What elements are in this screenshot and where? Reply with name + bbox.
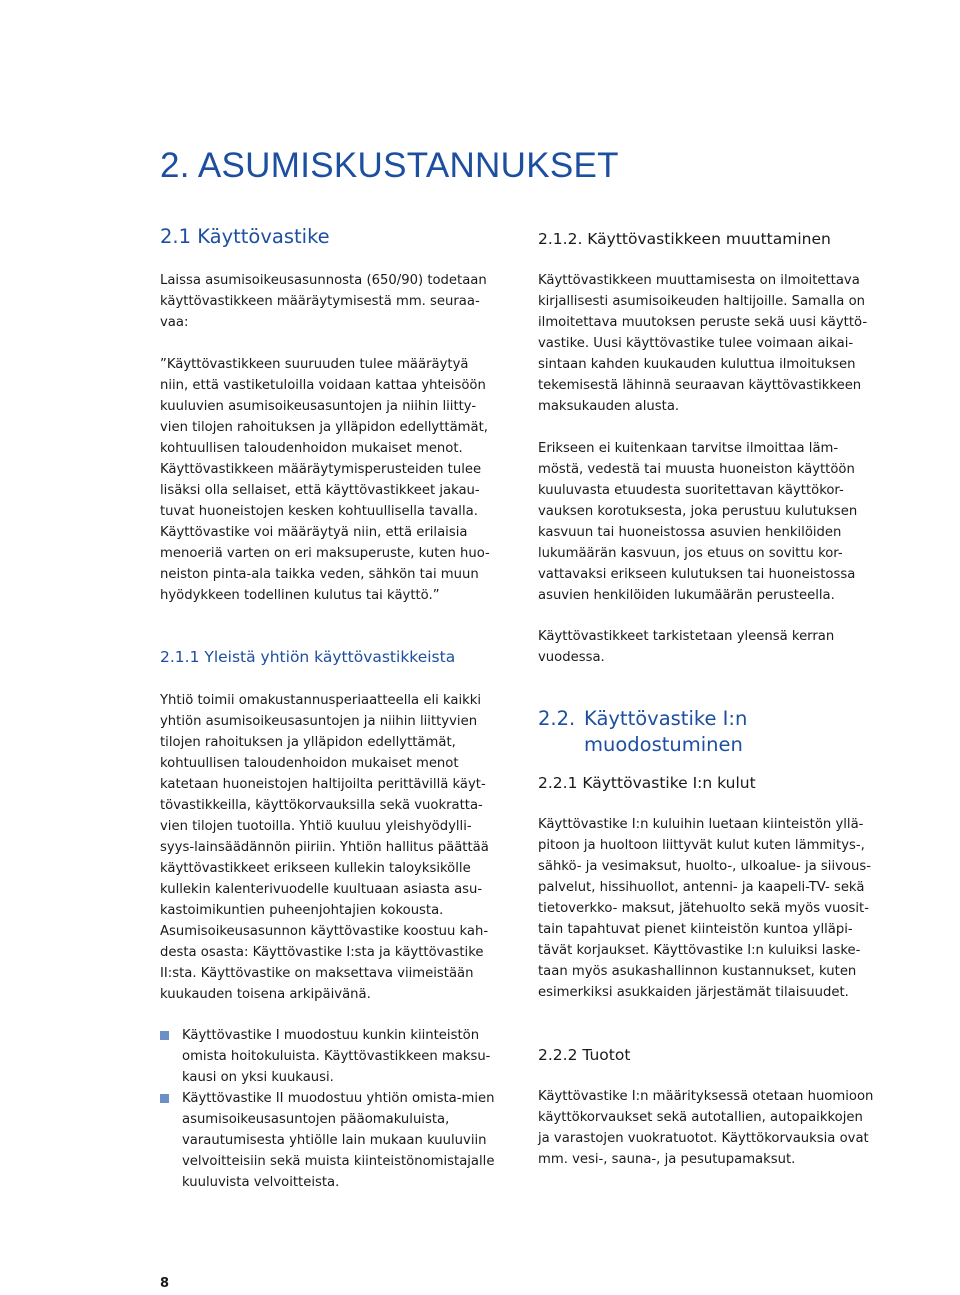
section-2-1-2-p3: Käyttövastikkeet tarkistetaan yleensä kerran vuodessa. <box>538 629 835 665</box>
section-2-2-2 <box>538 1044 878 1066</box>
section-2-1-1-body-block <box>160 690 495 1005</box>
page-title: 2. ASUMISKUSTANNUKSET <box>160 146 619 185</box>
list-item: Käyttövastike I muodostuu kunkin kiinteistön omista hoitokuluista. Käyttövastikkeen maksu-kausi on yksi kuukausi. <box>160 1025 495 1088</box>
section-2-1-intro: Laissa asumisoikeusasunnosta (650/90) todetaan käyttövastikkeen määräytymisestä mm. seuraa-vaa: <box>160 273 487 330</box>
section-2-2-1-heading: 2.2.1 Käyttövastike I:n kulut <box>538 774 756 792</box>
section-2-2-2-body: Käyttövastike I:n määrityksessä otetaan huomioon käyttökorvaukset sekä autotallien, autopaikkojen ja varastojen vuokratuotot. Käyttökorvauksia ovat mm. vesi-, sauna-, ja pesutupamaksut. <box>538 1089 874 1167</box>
section-2-1-1-list-block <box>160 1025 495 1193</box>
section-2-1-quote-block <box>160 354 495 606</box>
section-2-1-2-p2: Erikseen ei kuitenkaan tarvitse ilmoittaa läm-möstä, vedestä tai muusta huoneiston käyttöön kuuluvasta etuudesta suoritettavan käyttökor-vauksen korotuksesta, joka perustuu kulutuksen kasvuun tai huoneistossa asuvien henkilöiden lukumäärän kasvuun, jos etuus on sovittu kor-vattavaksi erikseen kulutuksen tai huoneistossa asuvien henkilöiden lukumäärän perusteella. <box>538 441 858 603</box>
section-2-2-heading-line1: Käyttövastike I:n <box>584 707 748 730</box>
section-2-1-2-p2-block <box>538 438 878 606</box>
section-2-1-1-body: Yhtiö toimii omakustannusperiaatteella eli kaikki yhtiön asumisoikeusasuntojen ja niihin liittyvien tilojen rahoituksen ja ylläpidon edellyttämät, kohtuullisen taloudenhoidon mukaiset menot katetaan huoneistojen haltijoilta perittävillä käyt-tövastikkeilla, käyttökorvauksilla sekä vuokratta-vien tilojen tuotoilla. Yhtiö kuuluu yleishyödylli-syys-lainsäädännön piiriin. Yhtiön hallitus päättää käyttövastikkeet erikseen kullekin taloyksikölle kullekin kalenterivuodelle kuultuaan asiasta asu-kastoimikuntien puheenjohtajien kokousta. Asumisoikeusasunnon käyttövastike koostuu kah-desta osasta: Käyttövastike I:sta ja käyttövastike II:sta. Käyttövastike on maksettava viimeistään kuukauden toisena arkipäivänä. <box>160 693 489 1002</box>
section-2-1-1 <box>160 646 495 668</box>
page-number: 8 <box>160 1276 170 1291</box>
section-2-2-number: 2.2. <box>538 707 576 730</box>
section-2-1-2 <box>538 228 878 250</box>
section-2-2 <box>538 706 878 758</box>
section-2-2-heading <box>538 706 878 758</box>
section-2-2-1-body-block <box>538 814 878 1003</box>
list-item: Käyttövastike II muodostuu yhtiön omista-mien asumisoikeusasuntojen pääomakuluista, varautumisesta yhtiölle lain mukaan kuuluviin velvoitteisiin sekä muista kiinteistönomistajalle kuuluvista velvoitteista. <box>160 1088 495 1193</box>
section-2-1-2-heading: 2.1.2. Käyttövastikkeen muuttaminen <box>538 230 831 248</box>
section-2-2-heading-line2: muodostuminen <box>584 733 743 756</box>
section-2-2-1 <box>538 772 878 794</box>
section-2-1-intro-block <box>160 270 495 333</box>
section-2-2-1-body: Käyttövastike I:n kuluihin luetaan kiinteistön yllä-pitoon ja huoltoon liittyvät kulut kuten lämmitys-, sähkö- ja vesimaksut, huolto-, ulkoalue- ja siivous-palvelut, hissihuollot, antenni- ja kaapeli-TV- sekä tietoverkko- maksut, jätehuolto sekä myös vuosit-tain tapahtuvat pienet kiinteistön kuntoa ylläpi-tävät korjaukset. Käyttövastike I:n kuluiksi laske-taan myös asukashallinnon kustannukset, kuten esimerkiksi asukkaiden järjestämät tilaisuudet. <box>538 817 871 1000</box>
section-2-2-2-body-block <box>538 1086 878 1170</box>
section-2-1-2-p1: Käyttövastikkeen muuttamisesta on ilmoitettava kirjallisesti asumisoikeuden haltijoille. Samalla on ilmoitettava muutoksen peruste sekä uusi käyttö-vastike. Uusi käyttövastike tulee voimaan aikai-sintaan kahden kuukauden kuluttua ilmoituksen tekemisestä lähinnä seuraavan käyttövastikkeen maksukauden alusta. <box>538 273 868 414</box>
section-2-2-2-heading: 2.2.2 Tuotot <box>538 1046 631 1064</box>
section-2-1-quote: ”Käyttövastikkeen suuruuden tulee määräytyä niin, että vastiketuloilla voidaan kattaa yhteisöön kuuluvien asumisoikeusasuntojen ja niihin liitty-vien tilojen rahoituksen ja ylläpidon edellyttämät, kohtuullisen taloudenhoidon mukaiset menot. Käyttövastikkeen määräytymisperusteiden tulee lisäksi olla sellaiset, että käyttövastikkeet jakau-tuvat huoneistojen kesken kohtuullisella tavalla. Käyttövastike voi määräytyä niin, että erilaisia menoeriä varten on eri maksuperuste, kuten huo-neiston pinta-ala taikka veden, sähkön tai muun hyödykkeen todellinen kulutus tai käyttö.” <box>160 357 490 603</box>
section-2-1-1-heading: 2.1.1 Yleistä yhtiön käyttövastikkeista <box>160 648 456 666</box>
section-2-1-heading: 2.1 Käyttövastike <box>160 225 330 248</box>
section-2-1-2-p1-block <box>538 270 878 417</box>
section-2-1-2-p3-block <box>538 626 878 668</box>
bullet-list <box>160 1025 495 1193</box>
section-2-1 <box>160 224 495 250</box>
